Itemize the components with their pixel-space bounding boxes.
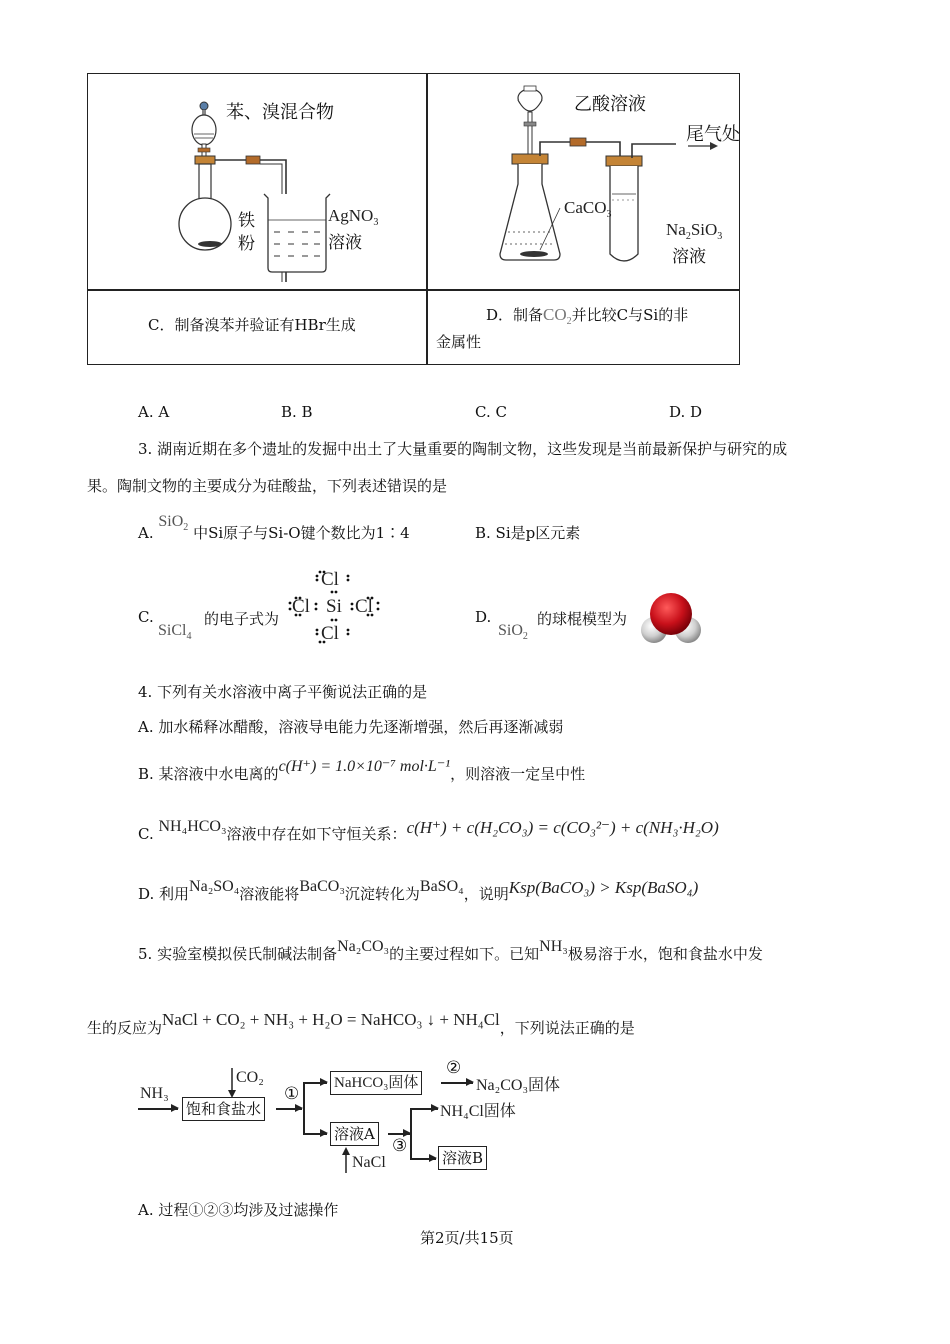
q4-stem: 4. 下列有关水溶液中离子平衡说法正确的是 (138, 683, 428, 701)
q3-stem-line2: 果。陶制文物的主要成分为硅酸盐，下列表述错误的是 (87, 477, 448, 495)
q3-option-a: A. SiO$_2$ 中Si原子与Si-O键个数比为1∶4 (138, 513, 410, 542)
table-divider-horizontal (88, 289, 739, 291)
flow-box-brine: 饱和食盐水 (182, 1097, 265, 1121)
caption-c: C．制备溴苯并验证有HBr生成 (148, 316, 356, 334)
caption-d-line1: D．制备$CO_2$并比较C与Si的非 (486, 305, 689, 327)
flow-arrow-co2 (226, 1068, 238, 1098)
label-tail-gas: 尾气处 (686, 124, 740, 145)
flow-nh3: NH₃ (140, 1085, 169, 1102)
flow-product-na2co3: Na₂CO₃固体 (476, 1077, 561, 1094)
label-acetic-acid: 乙酸溶液 (574, 94, 646, 115)
lewis-cl-top: Cl (321, 569, 339, 590)
flow-nacl: NaCl (352, 1154, 386, 1171)
lewis-cl-left: Cl (292, 596, 310, 617)
flow-step1-marker: ① (284, 1084, 300, 1104)
q4-option-d: D. 利用Na₂SO₄溶液能将BaCO₃沉淀转化为BaSO₄，说明Ksp(BaCO₃) > Ksp(BaSO₄) (138, 878, 699, 903)
label-agno3-solution: 溶液 (328, 233, 362, 253)
q4-option-c: C. NH₄HCO₃溶液中存在如下守恒关系：c(H⁺) + c(H₂CO₃) = c(CO₃²⁻) + c(NH₃·H₂O) (138, 818, 719, 843)
flow-arrow-step2 (441, 1082, 473, 1084)
q3-option-d-text: 的球棍模型为 (537, 610, 628, 628)
label-benzene-bromine: 苯、溴混合物 (226, 102, 334, 123)
label-na2sio3: $Na_2SiO_3$ (666, 220, 723, 242)
q5-stem-line2: 生的反应为NaCl + CO₂ + NH₃ + H₂O = NaHCO₃ ↓ + NH₄Cl，下列说法正确的是 (87, 1010, 635, 1037)
flow-arrow-to-nh4cl (410, 1108, 438, 1110)
lewis-cl-right: Cl (355, 596, 373, 617)
q2-option-b: B. B (281, 403, 313, 421)
q3-option-c-formula: SiCl$_4$ (158, 622, 192, 642)
flow-box-solution-b: 溶液B (438, 1146, 487, 1170)
lewis-si: Si (326, 596, 342, 617)
flow-step3-marker: ③ (392, 1136, 408, 1156)
q4-option-b: B. 某溶液中水电离的c(H⁺) = 1.0×10⁻⁷ mol·L⁻¹，则溶液一定呈中性 (138, 758, 586, 783)
flow-arrow-to-solution-b (410, 1158, 436, 1160)
label-na2sio3-solution: 溶液 (672, 247, 706, 267)
page-number: 第2页/共15页 (420, 1229, 514, 1247)
q3-option-c-text: 的电子式为 (204, 610, 280, 628)
q5-stem-line1: 5. 实验室模拟侯氏制碱法制备Na₂CO₃的主要过程如下。已知NH₃极易溶于水，饱和食盐水中发 (138, 938, 763, 963)
flow-branch-line-2 (410, 1108, 412, 1158)
flow-branch-line (303, 1082, 305, 1133)
caption-d-line2: 金属性 (436, 333, 482, 351)
flow-step2-marker: ② (446, 1058, 462, 1078)
flow-arrow-to-nahco3 (303, 1082, 327, 1084)
q4-option-a: A. 加水稀释冰醋酸，溶液导电能力先逐渐增强，然后再逐渐减弱 (138, 718, 564, 736)
flow-arrow-nh3 (138, 1108, 178, 1110)
q3-option-d-prefix: D. (475, 608, 492, 626)
q3-stem-line1: 3. 湖南近期在多个遗址的发掘中出土了大量重要的陶制文物，这些发现是当前最新保护与研究的成 (138, 440, 788, 458)
q2-option-c: C. C (475, 403, 507, 421)
flow-arrow-step1 (276, 1108, 302, 1110)
ball-stick-model-image (636, 590, 706, 648)
label-agno3: AgNO$_3$ (328, 206, 379, 228)
label-iron-2: 粉 (238, 234, 255, 254)
flow-co2: CO₂ (236, 1069, 264, 1086)
flow-box-solution-a: 溶液A (330, 1122, 379, 1146)
flow-box-nahco3: NaHCO₃固体 (330, 1071, 422, 1095)
apparatus-table (87, 73, 740, 365)
q2-option-d: D. D (669, 403, 703, 421)
flow-product-nh4cl: NH₄Cl固体 (440, 1103, 516, 1120)
flow-arrow-to-solution-a (303, 1133, 327, 1135)
q3-option-b: B. Si是p区元素 (475, 524, 581, 542)
q3-option-c-prefix: C. (138, 608, 154, 626)
q5-option-a: A. 过程①②③均涉及过滤操作 (138, 1201, 339, 1219)
label-caco3: CaCO$_3$ (564, 198, 612, 220)
flow-arrow-nacl (340, 1147, 352, 1173)
label-iron-1: 铁 (238, 211, 255, 231)
flow-arrow-step3 (388, 1133, 410, 1135)
q2-option-a: A. A (138, 403, 170, 421)
q3-option-d-formula: SiO$_2$ (498, 622, 528, 642)
lewis-cl-bottom: Cl (321, 623, 339, 644)
table-divider-vertical (426, 74, 428, 364)
